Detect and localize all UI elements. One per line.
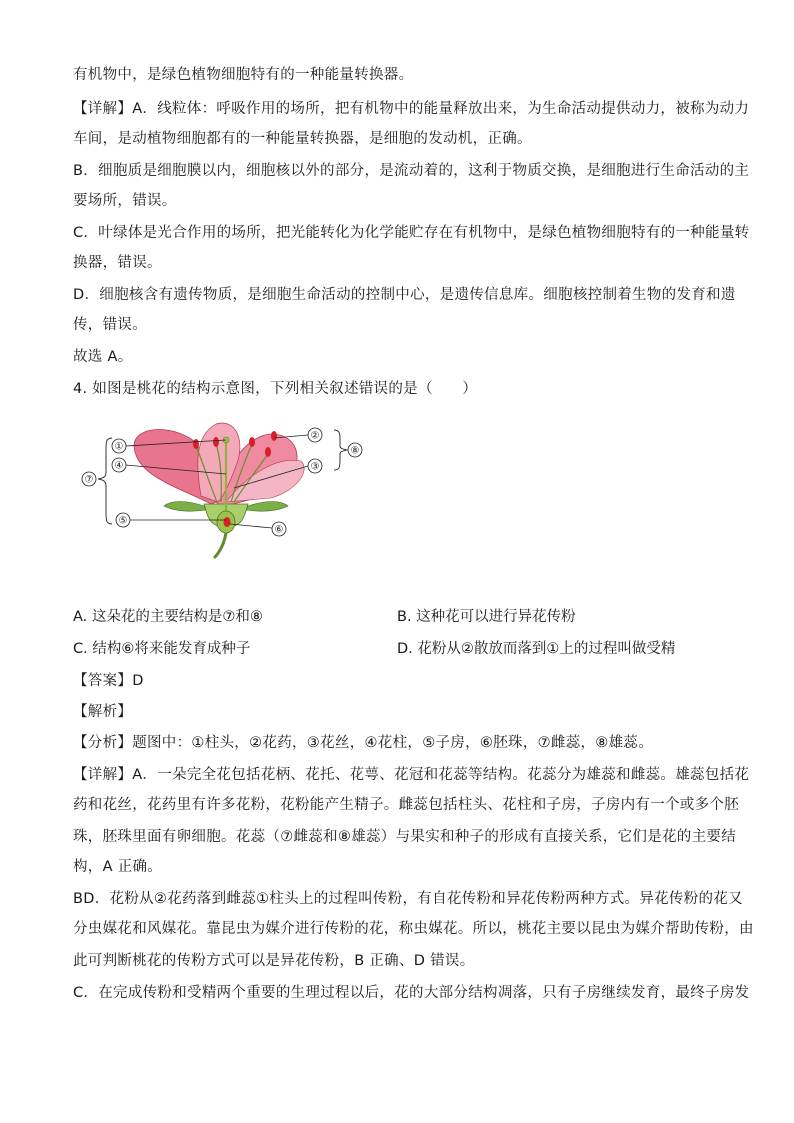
text-line: 珠，胚珠里面有卵细胞。花蕊（⑦雌蕊和⑧雄蕊）与果实和种子的形成有直接关系，它们是花的主要结 [73,829,736,845]
question-stem: 4. 如图是桃花的结构示意图，下列相关叙述错误的是（ ） [73,381,478,397]
label-7 [82,472,96,486]
peach-flower-diagram [76,416,366,566]
text-line: BD．花粉从②花药落到雌蕊①柱头上的过程叫传粉，有自花传粉和异花传粉两种方式。异花传粉的花又 [73,891,743,907]
text-line: 故选 A。 [73,349,133,365]
label-3 [308,459,322,473]
svg-text:⑦: ⑦ [84,474,94,486]
svg-text:⑤: ⑤ [118,515,128,527]
label-1 [112,439,126,453]
option-c: C. 结构⑥将来能发育成种子 [73,641,251,657]
text-line: D．细胞核含有遗传物质，是细胞生命活动的控制中心，是遗传信息库。细胞核控制着生物的发育和遗 [73,287,736,303]
text-line: 【分析】题图中：①柱头，②花药，③花丝，④花柱，⑤子房，⑥胚珠，⑦雌蕊，⑧雄蕊。 [73,735,653,751]
text-line: B．细胞质是细胞膜以内，细胞核以外的部分，是流动着的，这利于物质交换，是细胞进行生命活动的主 [73,163,750,179]
label-8 [348,443,362,457]
text-line: 传，错误。 [73,317,147,333]
text-line: C．叶绿体是光合作用的场所，把光能转化为化学能贮存在有机物中，是绿色植物细胞特有的一种能量转 [73,225,750,241]
text-line: 【详解】A．线粒体：呼吸作用的场所，把有机物中的能量释放出来，为生命活动提供动力，被称为动力 [73,101,750,117]
text-line: 药和花丝，花药里有许多花粉，花粉能产生精子。雌蕊包括柱头、花柱和子房，子房内有一个或多个胚 [73,797,739,813]
text-line: 【详解】A．一朵完全花包括花柄、花托、花萼、花冠和花蕊等结构。花蕊分为雄蕊和雌蕊。雄蕊包括花 [73,767,750,783]
svg-text:③: ③ [310,461,320,473]
text-line: 分虫媒花和风媒花。靠昆虫为媒介进行传粉的花，称虫媒花。所以，桃花主要以昆虫为媒介帮助传粉，由 [73,921,754,937]
text-line: 换器，错误。 [73,255,162,271]
option-a: A. 这朵花的主要结构是⑦和⑧ [73,609,263,625]
option-b: B. 这种花可以进行异花传粉 [397,609,576,625]
label-5 [116,513,130,527]
svg-text:④: ④ [114,460,124,472]
flower-illustration [76,416,366,566]
label-2 [308,428,322,442]
text-line: 车间，是动植物细胞都有的一种能量转换器，是细胞的发动机，正确。 [73,131,532,147]
option-d: D. 花粉从②散放而落到①上的过程叫做受精 [397,641,676,657]
text-line: C．在完成传粉和受精两个重要的生理过程以后，花的大部分结构凋落，只有子房继续发育，最终子房发 [73,985,750,1001]
svg-text:⑥: ⑥ [274,524,284,536]
svg-text:①: ① [114,441,124,453]
label-4 [112,458,126,472]
answer-line: 【答案】D [73,673,144,689]
text-line: 有机物中，是绿色植物细胞特有的一种能量转换器。 [73,67,414,83]
svg-text:②: ② [310,430,320,442]
text-line: 构，A 正确。 [73,859,163,875]
svg-text:⑧: ⑧ [350,445,360,457]
analysis-heading: 【解析】 [73,704,133,720]
text-line: 要场所，错误。 [73,193,177,209]
label-6 [272,522,286,536]
text-line: 此可判断桃花的传粉方式可以是异花传粉，B 正确、D 错误。 [73,953,475,969]
